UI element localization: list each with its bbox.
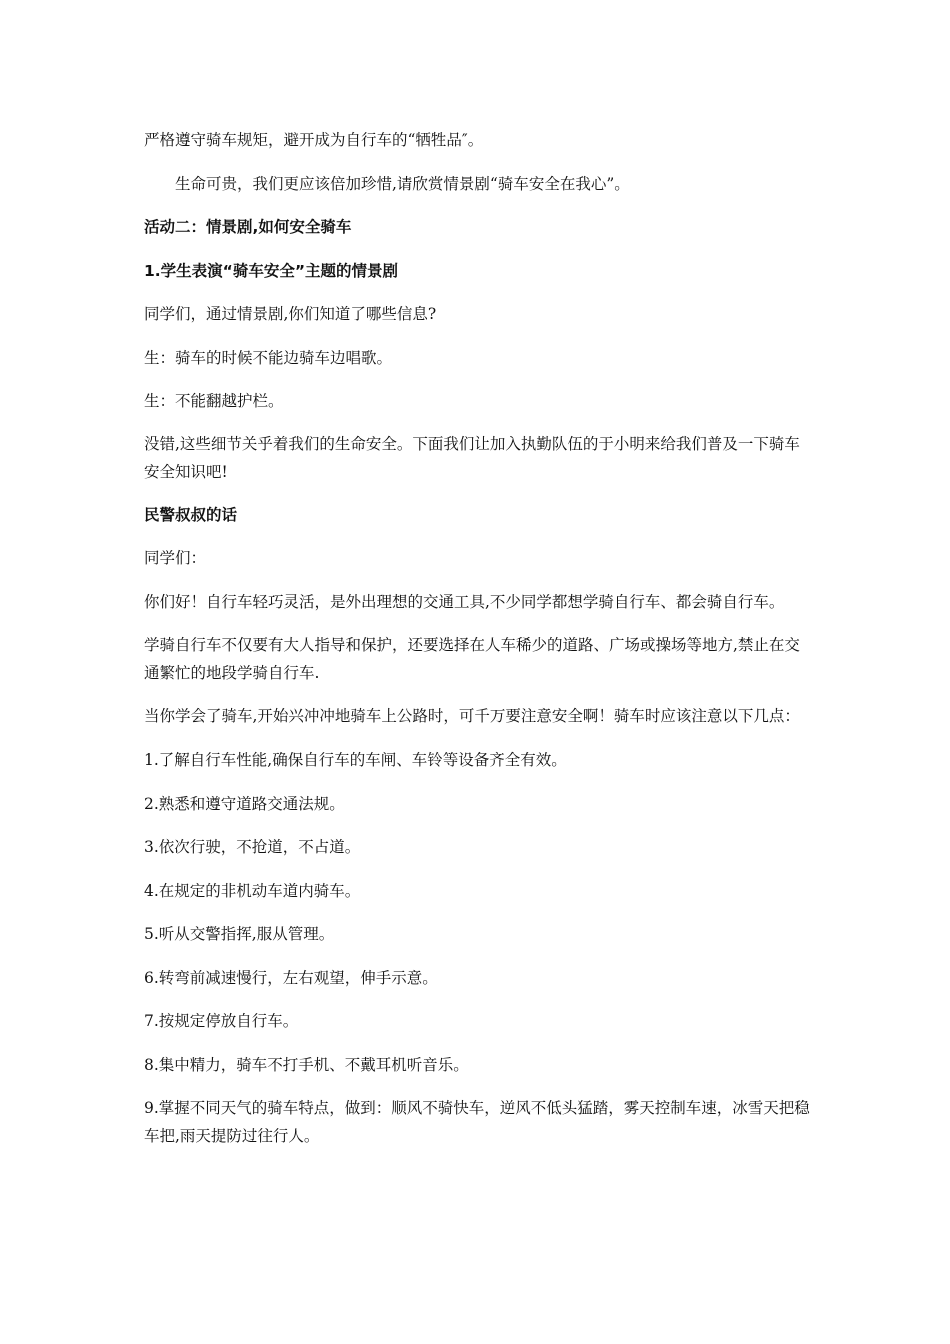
paragraph: 同学们： bbox=[144, 549, 207, 567]
list-item: 3.依次行驶，不抢道，不占道。 bbox=[144, 838, 361, 856]
section-heading: 活动二：情景剧,如何安全骑车 bbox=[144, 218, 352, 236]
list-item: 8.集中精力，骑车不打手机、不戴耳机听音乐。 bbox=[144, 1056, 469, 1074]
paragraph: 你们好！自行车轻巧灵活，是外出理想的交通工具,不少同学都想学骑自行车、都会骑自行车。 bbox=[144, 593, 785, 611]
paragraph: 生：不能翻越护栏。 bbox=[144, 392, 284, 410]
list-item: 9.掌握不同天气的骑车特点，做到：顺风不骑快车，逆风不低头猛踏，雾天控制车速，冰雪天把稳车把,雨天提防过往行人。 bbox=[144, 1099, 810, 1145]
paragraph: 生：骑车的时候不能边骑车边唱歌。 bbox=[144, 349, 393, 367]
paragraph: 当你学会了骑车,开始兴冲冲地骑车上公路时，可千万要注意安全啊！骑车时应该注意以下几点： bbox=[144, 707, 800, 725]
paragraph: 学骑自行车不仅要有大人指导和保护，还要选择在人车稀少的道路、广场或操场等地方,禁止在交通繁忙的地段学骑自行车. bbox=[144, 636, 800, 682]
document-page bbox=[144, 126, 812, 1150]
paragraph: 严格遵守骑车规矩，避开成为自行车的“牺牲品″。 bbox=[144, 131, 484, 149]
list-item: 4.在规定的非机动车道内骑车。 bbox=[144, 882, 361, 900]
list-item: 6.转弯前减速慢行，左右观望，伸手示意。 bbox=[144, 969, 438, 987]
list-item: 1.了解自行车性能,确保自行车的车闸、车铃等设备齐全有效。 bbox=[144, 751, 567, 769]
section-heading: 民警叔叔的话 bbox=[144, 506, 238, 524]
paragraph: 同学们，通过情景剧,你们知道了哪些信息? bbox=[144, 305, 437, 323]
list-item: 2.熟悉和遵守道路交通法规。 bbox=[144, 795, 345, 813]
subsection-heading: 1.学生表演“骑车安全”主题的情景剧 bbox=[144, 262, 399, 280]
paragraph: 生命可贵，我们更应该倍加珍惜,请欣赏情景剧“骑车安全在我心”。 bbox=[175, 175, 630, 193]
paragraph: 没错,这些细节关乎着我们的生命安全。下面我们让加入执勤队伍的于小明来给我们普及一下骑车安全知识吧! bbox=[144, 435, 800, 481]
list-item: 7.按规定停放自行车。 bbox=[144, 1012, 299, 1030]
list-item: 5.听从交警指挥,服从管理。 bbox=[144, 925, 335, 943]
